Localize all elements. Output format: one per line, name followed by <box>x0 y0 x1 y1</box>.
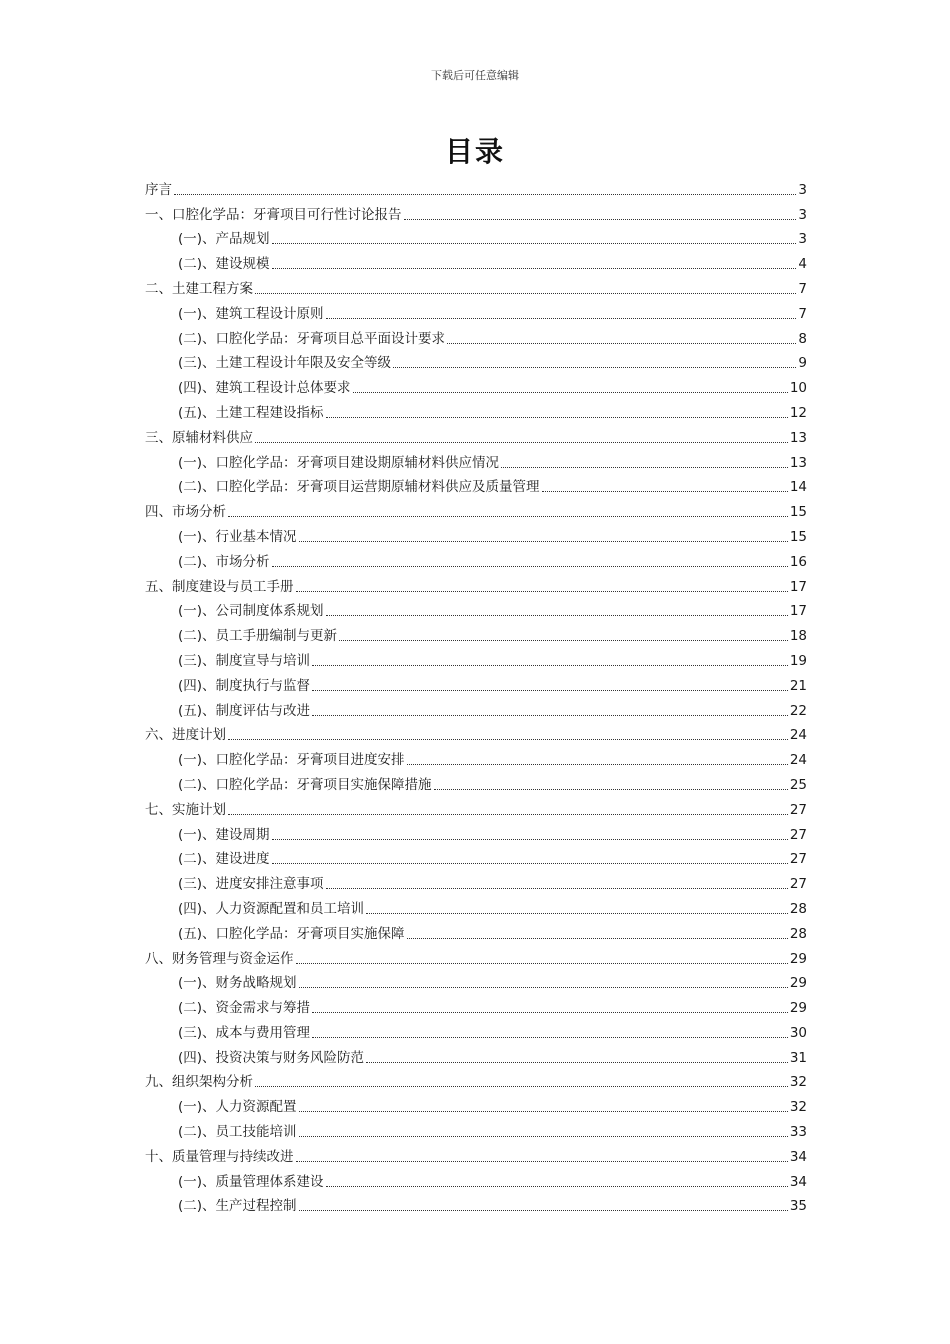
toc-entry-page-number: 8 <box>798 330 807 347</box>
toc-entry-page-number: 21 <box>789 677 807 694</box>
dot-leader <box>393 366 796 368</box>
toc-entry-page-number: 27 <box>789 801 807 818</box>
toc-entry-label: (三)、成本与费用管理 <box>178 1024 311 1041</box>
toc-entry-label: (三)、进度安排注意事项 <box>178 876 324 893</box>
toc-entry-label: 九、组织架构分析 <box>145 1074 253 1091</box>
dot-leader <box>174 193 796 195</box>
toc-entry-label: 十、质量管理与持续改进 <box>145 1148 294 1165</box>
toc-entry[interactable] <box>145 1042 807 1067</box>
toc-entry[interactable] <box>145 868 807 893</box>
toc-entry[interactable] <box>145 1091 807 1116</box>
toc-entry[interactable] <box>145 1067 807 1092</box>
dot-leader <box>434 788 788 790</box>
toc-entry[interactable] <box>145 1116 807 1141</box>
toc-entry-label: 一、口腔化学品：牙膏项目可行性讨论报告 <box>145 206 402 223</box>
dot-leader <box>326 614 788 616</box>
dot-leader <box>228 738 788 740</box>
toc-entry-label: 四、市场分析 <box>145 504 226 521</box>
dot-leader <box>272 267 797 269</box>
toc-entry-label: (五)、口腔化学品：牙膏项目实施保障 <box>178 925 405 942</box>
toc-entry-page-number: 16 <box>789 553 807 570</box>
dot-leader <box>299 1110 788 1112</box>
dot-leader <box>299 540 788 542</box>
toc-entry-label: (二)、口腔化学品：牙膏项目总平面设计要求 <box>178 330 446 347</box>
toc-entry-page-number: 25 <box>789 776 807 793</box>
toc-entry-label: (三)、土建工程设计年限及安全等级 <box>178 355 392 372</box>
dot-leader <box>296 590 788 592</box>
toc-entry-page-number: 32 <box>789 1099 807 1116</box>
toc-entry-label: (二)、员工手册编制与更新 <box>178 628 338 645</box>
toc-entry-page-number: 3 <box>798 206 807 223</box>
toc-entry[interactable] <box>145 248 807 273</box>
toc-entry[interactable] <box>145 397 807 422</box>
toc-entry-label: (二)、市场分析 <box>178 553 270 570</box>
toc-entry-label: (二)、建设进度 <box>178 851 270 868</box>
toc-entry-page-number: 7 <box>798 305 807 322</box>
toc-entry-label: (三)、制度宣导与培训 <box>178 652 311 669</box>
dot-leader <box>299 986 788 988</box>
toc-title: 目录 <box>444 135 505 168</box>
toc-entry-label: (五)、土建工程建设指标 <box>178 404 324 421</box>
toc-entry-label: (五)、制度评估与改进 <box>178 702 311 719</box>
dot-leader <box>312 1011 788 1013</box>
toc-entry-label: 五、制度建设与员工手册 <box>145 578 294 595</box>
toc-entry[interactable] <box>145 348 807 373</box>
toc-entry-page-number: 34 <box>789 1148 807 1165</box>
toc-entry-page-number: 33 <box>789 1124 807 1141</box>
toc-entry[interactable] <box>145 273 807 298</box>
toc-entry[interactable] <box>145 224 807 249</box>
toc-entry[interactable] <box>145 893 807 918</box>
table-of-contents <box>145 174 807 1215</box>
dot-leader <box>312 1036 788 1038</box>
toc-entry-page-number: 17 <box>789 578 807 595</box>
toc-entry[interactable] <box>145 199 807 224</box>
toc-entry[interactable] <box>145 695 807 720</box>
toc-entry-page-number: 22 <box>789 702 807 719</box>
toc-entry[interactable] <box>145 769 807 794</box>
toc-entry-page-number: 15 <box>789 528 807 545</box>
dot-leader <box>326 887 788 889</box>
toc-entry[interactable] <box>145 943 807 968</box>
page-header: 下载后可任意编辑 <box>431 69 519 82</box>
toc-entry-label: (二)、员工技能培训 <box>178 1124 297 1141</box>
dot-leader <box>326 317 797 319</box>
dot-leader <box>366 912 788 914</box>
dot-leader <box>272 565 788 567</box>
toc-entry-label: 七、实施计划 <box>145 801 226 818</box>
toc-entry[interactable] <box>145 298 807 323</box>
toc-entry[interactable] <box>145 1141 807 1166</box>
toc-entry[interactable] <box>145 372 807 397</box>
dot-leader <box>272 862 788 864</box>
toc-entry[interactable] <box>145 323 807 348</box>
toc-entry-page-number: 27 <box>789 851 807 868</box>
toc-entry-page-number: 29 <box>789 1000 807 1017</box>
toc-entry[interactable] <box>145 720 807 745</box>
toc-entry[interactable] <box>145 422 807 447</box>
toc-entry-label: 三、原辅材料供应 <box>145 429 253 446</box>
toc-entry-label: 六、进度计划 <box>145 727 226 744</box>
toc-entry-label: (四)、建筑工程设计总体要求 <box>178 380 351 397</box>
dot-leader <box>296 962 788 964</box>
dot-leader <box>272 838 788 840</box>
toc-entry[interactable] <box>145 1191 807 1216</box>
toc-entry-label: (二)、口腔化学品：牙膏项目实施保障措施 <box>178 776 432 793</box>
toc-entry[interactable] <box>145 472 807 497</box>
toc-entry-page-number: 29 <box>789 950 807 967</box>
toc-entry-page-number: 4 <box>798 256 807 273</box>
dot-leader <box>299 1209 788 1211</box>
dot-leader <box>296 1160 788 1162</box>
toc-entry[interactable] <box>145 496 807 521</box>
toc-entry-page-number: 13 <box>789 429 807 446</box>
toc-entry-page-number: 28 <box>789 925 807 942</box>
toc-entry-label: 序言 <box>145 181 172 198</box>
toc-entry[interactable] <box>145 844 807 869</box>
toc-entry[interactable] <box>145 968 807 993</box>
toc-entry-label: (四)、制度执行与监督 <box>178 677 311 694</box>
dot-leader <box>326 1185 788 1187</box>
toc-entry-page-number: 17 <box>789 603 807 620</box>
toc-entry-label: (一)、财务战略规划 <box>178 975 297 992</box>
toc-entry-page-number: 10 <box>789 380 807 397</box>
toc-entry-label: (二)、生产过程控制 <box>178 1198 297 1215</box>
toc-entry-label: (一)、公司制度体系规划 <box>178 603 324 620</box>
dot-leader <box>326 416 788 418</box>
toc-entry-page-number: 34 <box>789 1173 807 1190</box>
toc-entry-page-number: 15 <box>789 504 807 521</box>
toc-entry[interactable] <box>145 174 807 199</box>
toc-entry-page-number: 13 <box>789 454 807 471</box>
toc-entry[interactable] <box>145 1166 807 1191</box>
dot-leader <box>255 441 788 443</box>
toc-entry-page-number: 9 <box>798 355 807 372</box>
toc-entry-page-number: 30 <box>789 1024 807 1041</box>
toc-entry[interactable] <box>145 1017 807 1042</box>
toc-entry-page-number: 18 <box>789 628 807 645</box>
toc-entry-page-number: 14 <box>789 479 807 496</box>
toc-entry-page-number: 27 <box>789 826 807 843</box>
toc-entry[interactable] <box>145 918 807 943</box>
toc-entry-label: (二)、建设规模 <box>178 256 270 273</box>
toc-entry-label: (二)、口腔化学品：牙膏项目运营期原辅材料供应及质量管理 <box>178 479 540 496</box>
toc-entry-label: 八、财务管理与资金运作 <box>145 950 294 967</box>
dot-leader <box>353 391 788 393</box>
dot-leader <box>542 490 788 492</box>
toc-entry[interactable] <box>145 447 807 472</box>
toc-entry-label: (一)、口腔化学品：牙膏项目进度安排 <box>178 752 405 769</box>
dot-leader <box>447 342 796 344</box>
toc-entry-page-number: 24 <box>789 727 807 744</box>
toc-entry[interactable] <box>145 571 807 596</box>
toc-entry-label: (一)、建设周期 <box>178 826 270 843</box>
dot-leader <box>339 639 788 641</box>
toc-entry-page-number: 28 <box>789 900 807 917</box>
toc-entry-label: 二、土建工程方案 <box>145 280 253 297</box>
dot-leader <box>366 1061 788 1063</box>
toc-entry-page-number: 3 <box>798 231 807 248</box>
toc-entry[interactable] <box>145 546 807 571</box>
dot-leader <box>501 466 788 468</box>
toc-entry-page-number: 31 <box>789 1049 807 1066</box>
toc-entry-label: (一)、产品规划 <box>178 231 270 248</box>
toc-entry-page-number: 24 <box>789 752 807 769</box>
dot-leader <box>407 937 788 939</box>
toc-entry[interactable] <box>145 620 807 645</box>
toc-entry-page-number: 7 <box>798 280 807 297</box>
dot-leader <box>407 763 788 765</box>
toc-entry-label: (二)、资金需求与筹措 <box>178 1000 311 1017</box>
dot-leader <box>272 242 797 244</box>
dot-leader <box>255 1085 788 1087</box>
toc-entry[interactable] <box>145 992 807 1017</box>
toc-entry[interactable] <box>145 744 807 769</box>
toc-entry[interactable] <box>145 521 807 546</box>
toc-entry[interactable] <box>145 794 807 819</box>
toc-entry-label: (四)、人力资源配置和员工培训 <box>178 900 365 917</box>
toc-entry-label: (一)、行业基本情况 <box>178 528 297 545</box>
dot-leader <box>312 664 788 666</box>
toc-entry[interactable] <box>145 819 807 844</box>
dot-leader <box>228 515 788 517</box>
toc-entry[interactable] <box>145 645 807 670</box>
dot-leader <box>312 714 788 716</box>
dot-leader <box>404 218 797 220</box>
dot-leader <box>312 689 788 691</box>
toc-entry-page-number: 29 <box>789 975 807 992</box>
toc-entry-label: (四)、投资决策与财务风险防范 <box>178 1049 365 1066</box>
toc-entry[interactable] <box>145 596 807 621</box>
toc-entry-page-number: 32 <box>789 1074 807 1091</box>
toc-entry-label: (一)、建筑工程设计原则 <box>178 305 324 322</box>
toc-entry-label: (一)、人力资源配置 <box>178 1099 297 1116</box>
dot-leader <box>255 292 796 294</box>
toc-entry-page-number: 35 <box>789 1198 807 1215</box>
dot-leader <box>299 1135 788 1137</box>
toc-entry-page-number: 12 <box>789 404 807 421</box>
toc-entry-page-number: 19 <box>789 652 807 669</box>
toc-entry-page-number: 27 <box>789 876 807 893</box>
toc-entry-page-number: 3 <box>798 181 807 198</box>
toc-entry-label: (一)、质量管理体系建设 <box>178 1173 324 1190</box>
toc-entry[interactable] <box>145 670 807 695</box>
toc-entry-label: (一)、口腔化学品：牙膏项目建设期原辅材料供应情况 <box>178 454 500 471</box>
dot-leader <box>228 813 788 815</box>
